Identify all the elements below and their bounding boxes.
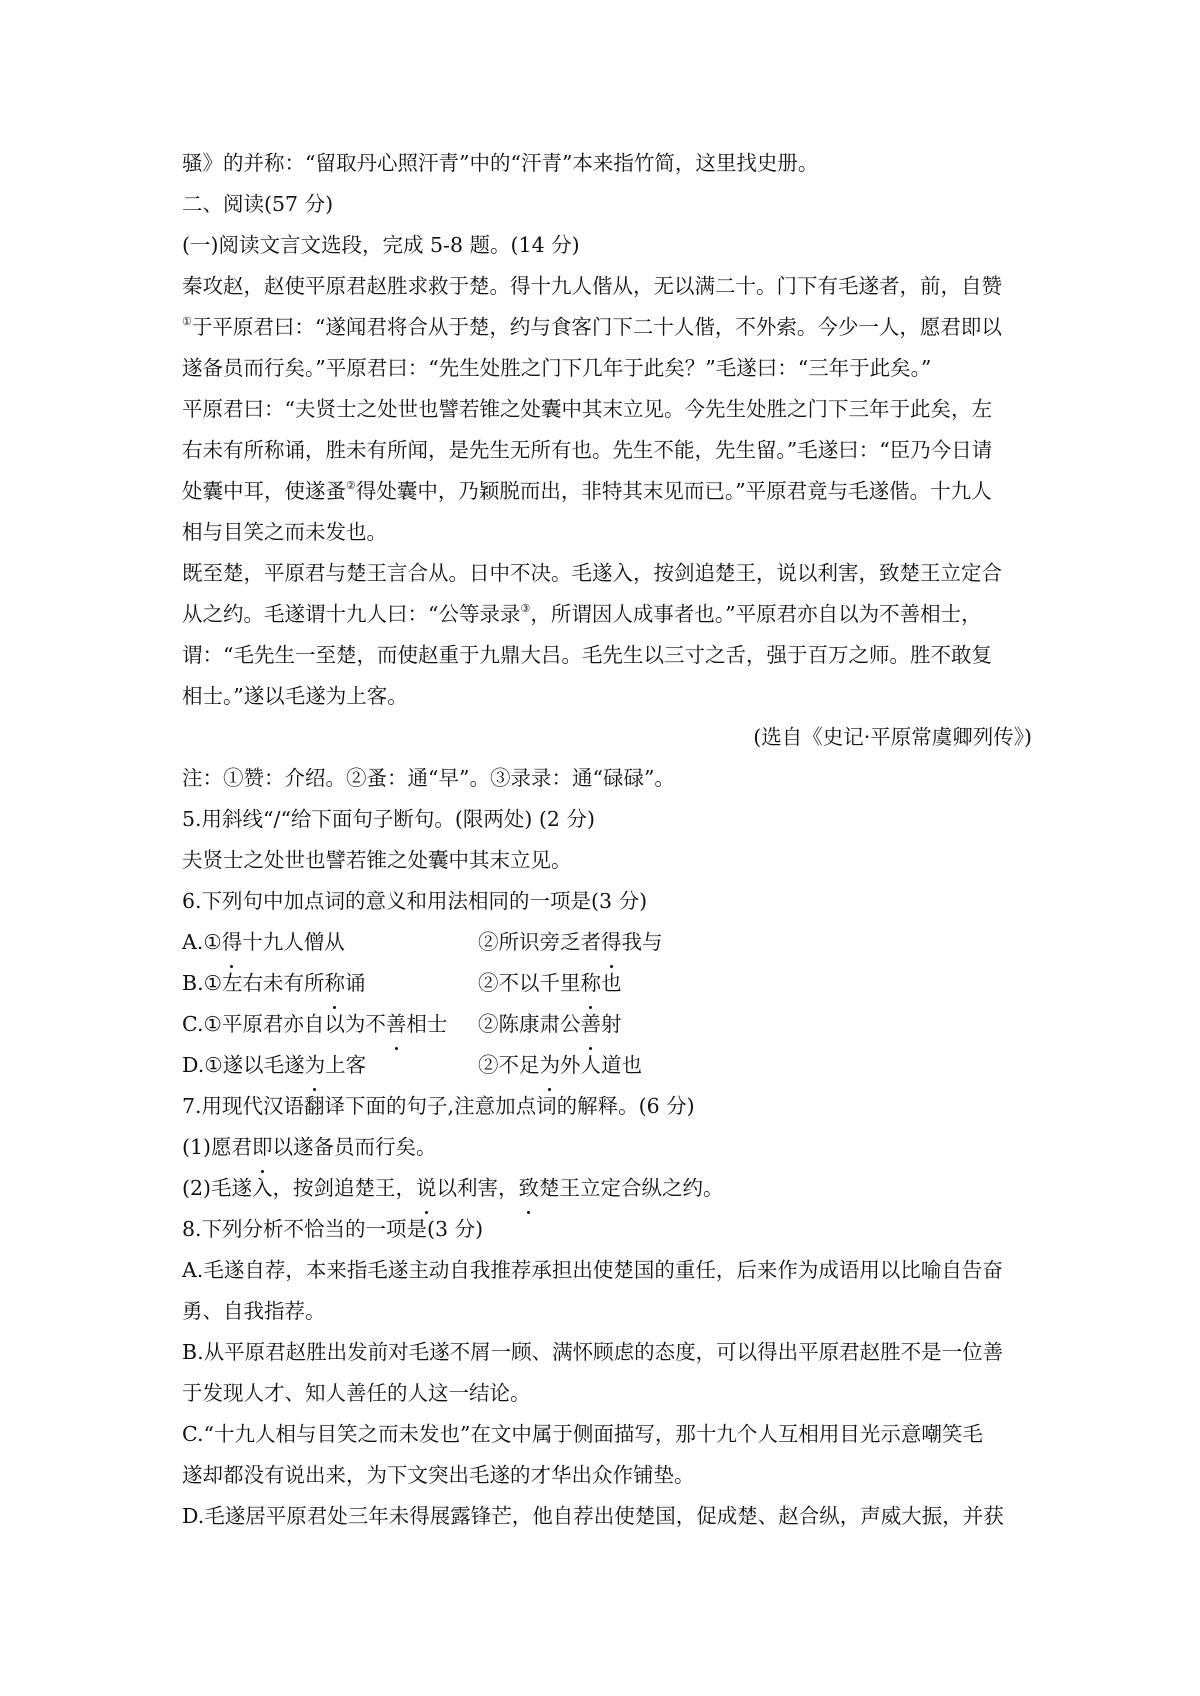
dotted-word: 称 bbox=[324, 963, 345, 1004]
question-5 bbox=[182, 799, 1032, 881]
text-line: 相士。”遂以毛遂为上客。 bbox=[182, 684, 408, 708]
text-span: 我与 bbox=[621, 930, 663, 954]
footnote-marker: ③ bbox=[520, 602, 531, 615]
text-span: 从之约。毛遂谓十九人曰：“公等录录 bbox=[182, 602, 521, 626]
option-a-line: A.毛遂自荐，本来指毛遂主动自我推荐承担出使楚国的重任，后来作为成语用以比喻自告奋 bbox=[182, 1258, 1003, 1282]
text-span: (2)毛遂入，按剑追楚王， bbox=[182, 1176, 417, 1200]
dotted-word: 得 bbox=[601, 922, 622, 963]
text-line: 骚》的并称：“留取丹心照汗青”中的“汗青”本来指竹简，这里找史册。 bbox=[182, 151, 819, 175]
text-line: 平原君曰：“夫贤士之处世也譬若锥之处囊中其末立见。今先生处胜之门下三年于此矣，左 bbox=[182, 397, 992, 421]
question-6 bbox=[182, 881, 1032, 1086]
text-span: 诵 bbox=[344, 971, 366, 995]
option-a bbox=[182, 922, 1032, 963]
text-span: ②不足 bbox=[478, 1053, 540, 1077]
text-line bbox=[182, 307, 1032, 348]
text-span: 以遂备员而行矣。 bbox=[272, 1135, 437, 1159]
question-title: 8.下列分析不恰当的一项是(3 分) bbox=[182, 1217, 484, 1241]
text-span: 楚王立定合纵之约。 bbox=[539, 1176, 724, 1200]
document-body bbox=[182, 143, 1032, 1537]
subsection-heading: (一)阅读文言文选段，完成 5-8 题。(14 分) bbox=[182, 233, 580, 257]
option-c-line: 遂却都没有说出来，为下文突出毛遂的才华出众作铺垫。 bbox=[182, 1463, 695, 1487]
dotted-word: 即 bbox=[252, 1127, 273, 1168]
dotted-word: 说 bbox=[416, 1168, 437, 1209]
text-span: 相士 bbox=[406, 1012, 448, 1036]
text-span: 于平原君曰：“遂闻君将合从于楚，约与食客门下二十人偕，不外索。今少一人，愿君即以 bbox=[191, 315, 1002, 339]
question-title: 5.用斜线“/“给下面句子断句。(限两处) (2 分) bbox=[182, 807, 595, 831]
dotted-word: 为 bbox=[305, 1045, 326, 1086]
option-c-line: C.“十九人相与目笑之而未发也”在文中属于侧面描写，那十九个人互相用目光示意嘲笑毛 bbox=[182, 1422, 983, 1446]
text-span: 以利害， bbox=[436, 1176, 519, 1200]
text-span: 外人道也 bbox=[560, 1053, 642, 1077]
text-line: 既至楚，平原君与楚王言合从。日中不决。毛遂入，按剑追楚王，说以利害，致楚王立定合 bbox=[182, 561, 1002, 585]
text-line: 遂备员而行矣。”平原君曰：“先生处胜之门下几年于此矣？”毛遂曰：“三年于此矣。” bbox=[182, 356, 932, 380]
question-title: 6.下列句中加点词的意义和用法相同的一项是(3 分) bbox=[182, 889, 648, 913]
section-heading: 二、阅读(57 分) bbox=[182, 192, 334, 216]
option-b-line: 于发现人才、知人善任的人这一结论。 bbox=[182, 1381, 531, 1405]
text-span: (1)愿君 bbox=[182, 1135, 253, 1159]
question-7 bbox=[182, 1086, 1032, 1209]
text-span: 得处囊中，乃颖脱而出，非特其末见而已。”平原君竟与毛遂偕。十九人 bbox=[355, 479, 992, 503]
text-span: C.①平原君亦自以为不 bbox=[182, 1012, 386, 1036]
question-sentence: 夫贤士之处世也譬若锥之处囊中其末立见。 bbox=[182, 848, 572, 872]
text-line bbox=[182, 471, 1032, 512]
translation-sentence-2 bbox=[182, 1168, 1032, 1209]
text-line: 谓：“毛先生一至楚，而使赵重于九鼎大吕。毛先生以三寸之舌，强于百万之师。胜不敢复 bbox=[182, 643, 992, 667]
passage-paragraph-2 bbox=[182, 389, 1032, 553]
text-span: ，所谓因人成事者也。”平原君亦自以为不善相士， bbox=[530, 602, 982, 626]
text-line: 右未有所称诵，胜未有所闻，是先生无所有也。先生不能，先生留。”毛遂曰：“臣乃今日请 bbox=[182, 438, 993, 462]
text-span: B.①左右未有所 bbox=[182, 971, 325, 995]
dotted-word: 善 bbox=[581, 1004, 602, 1045]
option-d-line: D.毛遂居平原君处三年未得展露锋芒，他自荐出使楚国，促成楚、赵合纵，声威大振，并获 bbox=[182, 1504, 1004, 1528]
option-b-line: B.从平原君赵胜出发前对毛遂不屑一顾、满怀顾虑的态度，可以得出平原君赵胜不是一位善 bbox=[182, 1340, 1004, 1364]
option-b bbox=[182, 963, 1032, 1004]
text-span: ②不以千里 bbox=[478, 971, 581, 995]
text-line: 相与目笑之而未发也。 bbox=[182, 520, 387, 544]
source-citation: (选自《史记·平原常虞卿列传》) bbox=[753, 725, 1032, 749]
passage-paragraph-1 bbox=[182, 266, 1032, 389]
passage-paragraph-3 bbox=[182, 553, 1032, 717]
text-span: ②陈康肃公 bbox=[478, 1012, 581, 1036]
question-title: 7.用现代汉语翻译下面的句子,注意加点词的解释。(6 分) bbox=[182, 1094, 695, 1118]
dotted-word: 为 bbox=[540, 1045, 561, 1086]
text-span: 也 bbox=[601, 971, 622, 995]
footnotes: 注：①赞：介绍。②蚤：通“早”。③录录：通“碌碌”。 bbox=[182, 766, 675, 790]
footnote-marker: ② bbox=[346, 479, 356, 492]
text-line: 秦攻赵，赵使平原君赵胜求救于楚。得十九人偕从，无以满二十。门下有毛遂者，前，自赞 bbox=[182, 274, 1002, 298]
text-span: ②所识旁乏者 bbox=[478, 930, 601, 954]
text-span: D.①遂以毛遂 bbox=[182, 1053, 305, 1077]
option-a-line: 勇、自我指荐。 bbox=[182, 1299, 326, 1323]
footnote-marker: ① bbox=[182, 315, 192, 328]
text-span: 处囊中耳，使遂蚤 bbox=[182, 479, 346, 503]
dotted-word: 得 bbox=[222, 922, 243, 963]
dotted-word: 善 bbox=[386, 1004, 407, 1045]
text-line bbox=[182, 594, 1032, 635]
option-c bbox=[182, 1004, 1032, 1045]
option-d bbox=[182, 1045, 1032, 1086]
text-span: 十九人僧从 bbox=[242, 930, 345, 954]
text-span: 射 bbox=[601, 1012, 622, 1036]
question-8 bbox=[182, 1209, 1032, 1537]
translation-sentence-1 bbox=[182, 1127, 1032, 1168]
text-span: 上客 bbox=[325, 1053, 367, 1077]
text-span: A.① bbox=[182, 930, 222, 954]
dotted-word: 称 bbox=[581, 963, 602, 1004]
dotted-word: 致 bbox=[519, 1168, 540, 1209]
